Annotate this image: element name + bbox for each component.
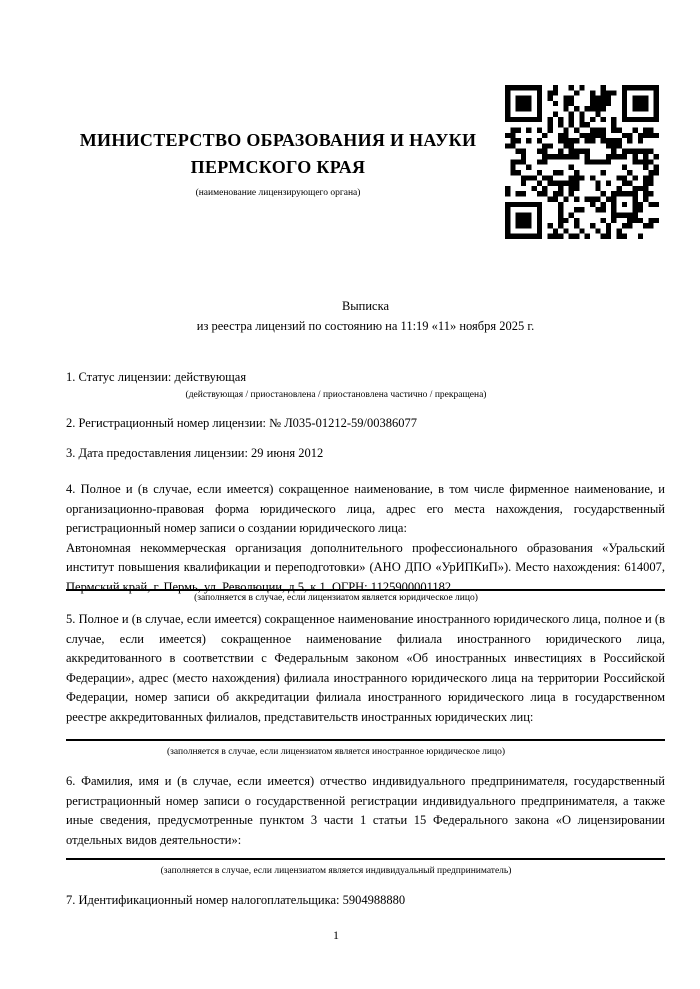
item-1-caption: (действующая / приостановлена / приостановлена частично / прекращена) [185, 390, 487, 400]
qr-code-icon [505, 85, 659, 239]
page-number: 1 [333, 928, 339, 942]
item-5-caption: (заполняется в случае, если лицензиатом является иностранное юридическое лицо) [167, 747, 505, 757]
item-4-legal-entity [66, 480, 665, 597]
item-5-question: 5. Полное и (в случае, если имеется) сокращенное наименование иностранного юридического лица, полное и (в случае, если имеется) сокращенное наименование филиала иностранного юридического лица, аккредитованного в соответствии с Федеральным законом «Об иностранных инвестициях в Российской Федерации», адрес (место нахождения) филиала иностранного юридического лица на территории Российской Федерации, номер записи об аккредитации филиала иностранного юридического лица в государственном реестре аккредитованных филиалов, представительств иностранных юридических лиц: [66, 612, 665, 724]
fill-line-legal-entity [66, 589, 665, 591]
item-6-individual-entrepreneur [66, 772, 665, 850]
licensing-authority-caption: (наименование лицензирующего органа) [195, 188, 361, 198]
ministry-name-line2: ПЕРМСКОГО КРАЯ [190, 157, 366, 177]
fill-line-individual-entrepreneur [66, 858, 665, 860]
item-1-license-status: 1. Статус лицензии: действующая [66, 370, 247, 384]
item-6-question: 6. Фамилия, имя и (в случае, если имеется) отчество индивидуального предпринимателя, государственный регистрационный номер записи о государственной регистрации индивидуального предпринимателя, а также иные сведения, предусмотренные пунктом 3 части 1 статьи 15 Федерального закона «О лицензировании отдельных видов деятельности»: [66, 774, 665, 847]
item-4-question: 4. Полное и (в случае, если имеется) сокращенное наименование, в том числе фирменное наименование, и организационно-правовая форма юридического лица, адрес его места нахождения, государственный регистрационный номер записи о создании юридического лица: [66, 482, 665, 535]
item-5-foreign-entity [66, 610, 665, 727]
item-7-taxpayer-number: 7. Идентификационный номер налогоплательщика: 5904988880 [66, 893, 406, 907]
ministry-name-line1: МИНИСТЕРСТВО ОБРАЗОВАНИЯ И НАУКИ [79, 130, 477, 150]
item-4-caption: (заполняется в случае, если лицензиатом является юридическое лицо) [194, 593, 478, 603]
document-title-line1: Выписка [341, 299, 390, 313]
fill-line-foreign-entity [66, 739, 665, 741]
item-2-registration-number: 2. Регистрационный номер лицензии: № Л035-01212-59/00386077 [66, 416, 417, 430]
ministry-header [66, 127, 490, 199]
item-4-answer: Автономная некоммерческая организация дополнительного профессионального образования «Уральский институт повышения квалификации и переподготовки» (АНО ДПО «УрИПКиП»). Место нахождения: 614007, Пермский край, г. Пермь, ул. Революции, д.5, к.1. ОГРН: 1125900001182. [66, 540, 665, 594]
document-title [66, 296, 665, 336]
item-6-caption: (заполняется в случае, если лицензиатом является индивидуальный предприниматель) [160, 866, 512, 876]
item-3-grant-date: 3. Дата предоставления лицензии: 29 июня 2012 [66, 446, 324, 460]
document-title-line2: из реестра лицензий по состоянию на 11:19 «11» ноября 2025 г. [196, 319, 535, 333]
